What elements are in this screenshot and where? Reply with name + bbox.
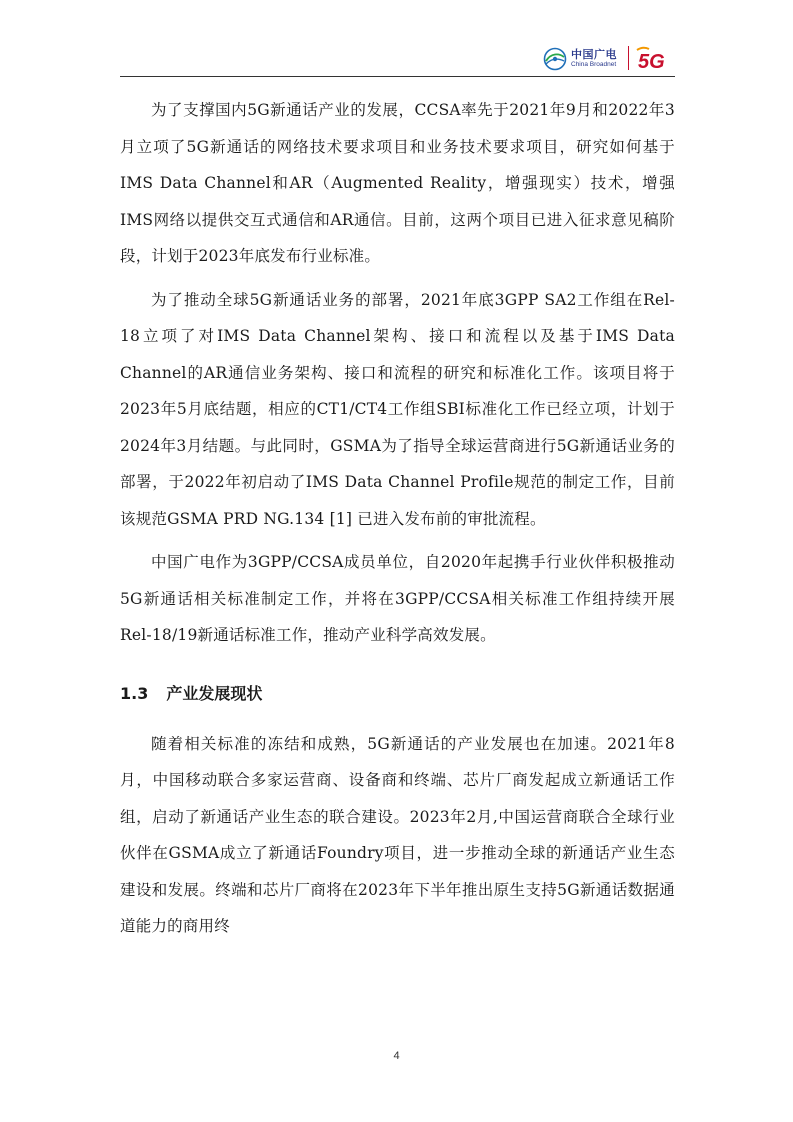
paragraph-industry-status: 随着相关标准的冻结和成熟，5G新通话的产业发展也在加速。2021年8月，中国移动联合多家运营商、设备商和终端、芯片厂商发起成立新通话工作组，启动了新通话产业生态的联合建设。2023年2月,中国运营商联合全球行业伙伴在GSMA成立了新通话Foundry项目，进一步推动全球的新通话产业生态建设和发展。终端和芯片厂商将在2023年下半年推出原生支持5G新通话数据通道能力的商用终 xyxy=(120,734,675,935)
paragraph-cbn-role: 中国广电作为3GPP/CCSA成员单位，自2020年起携手行业伙伴积极推动5G新通话相关标准制定工作，并将在3GPP/CCSA相关标准工作组持续开展Rel-18/19新通话标准工作，推动产业科学高效发展。 xyxy=(120,553,675,644)
5g-logo-icon xyxy=(633,44,673,72)
logo-5g-text: 5G xyxy=(638,51,665,72)
china-broadnet-logo xyxy=(543,44,617,74)
broadnet-globe-icon xyxy=(543,47,567,71)
logo-divider xyxy=(628,46,629,70)
paragraph-ccsa-standards: 为了支撑国内5G新通话产业的发展，CCSA率先于2021年9月和2022年3月立项了5G新通话的网络技术要求项目和业务技术要求项目，研究如何基于IMS Data Channel和AR（Augmented Reality，增强现实）技术，增强IMS网络以提供交互式通信和AR通信。目前，这两个项目已进入征求意见稿阶段，计划于2023年底发布行业标准。 xyxy=(120,101,675,265)
paragraph-3gpp-standards: 为了推动全球5G新通话业务的部署，2021年底3GPP SA2工作组在Rel-18立项了对IMS Data Channel架构、接口和流程以及基于IMS Data Channel的AR通信业务架构、接口和流程的研究和标准化工作。该项目将于2023年5月底结题，相应的CT1/CT4工作组SBI标准化工作已经立项，计划于2024年3月结题。与此同时，GSMA为了指导全球运营商进行5G新通话业务的部署，于2022年初启动了IMS Data Channel Profile规范的制定工作，目前该规范GSMA PRD NG.134 [1] 已进入发布前的审批流程。 xyxy=(120,290,675,528)
section-heading xyxy=(120,680,675,708)
section-number: 1.3 xyxy=(120,683,149,703)
document-body xyxy=(120,92,675,945)
logo-chinese-name: 中国广电 xyxy=(571,48,617,62)
page-number: 4 xyxy=(393,1050,400,1062)
logo-english-name: China Broadnet xyxy=(571,61,617,69)
section-title: 产业发展现状 xyxy=(166,683,263,703)
page-header xyxy=(120,40,675,78)
header-divider xyxy=(120,76,675,77)
